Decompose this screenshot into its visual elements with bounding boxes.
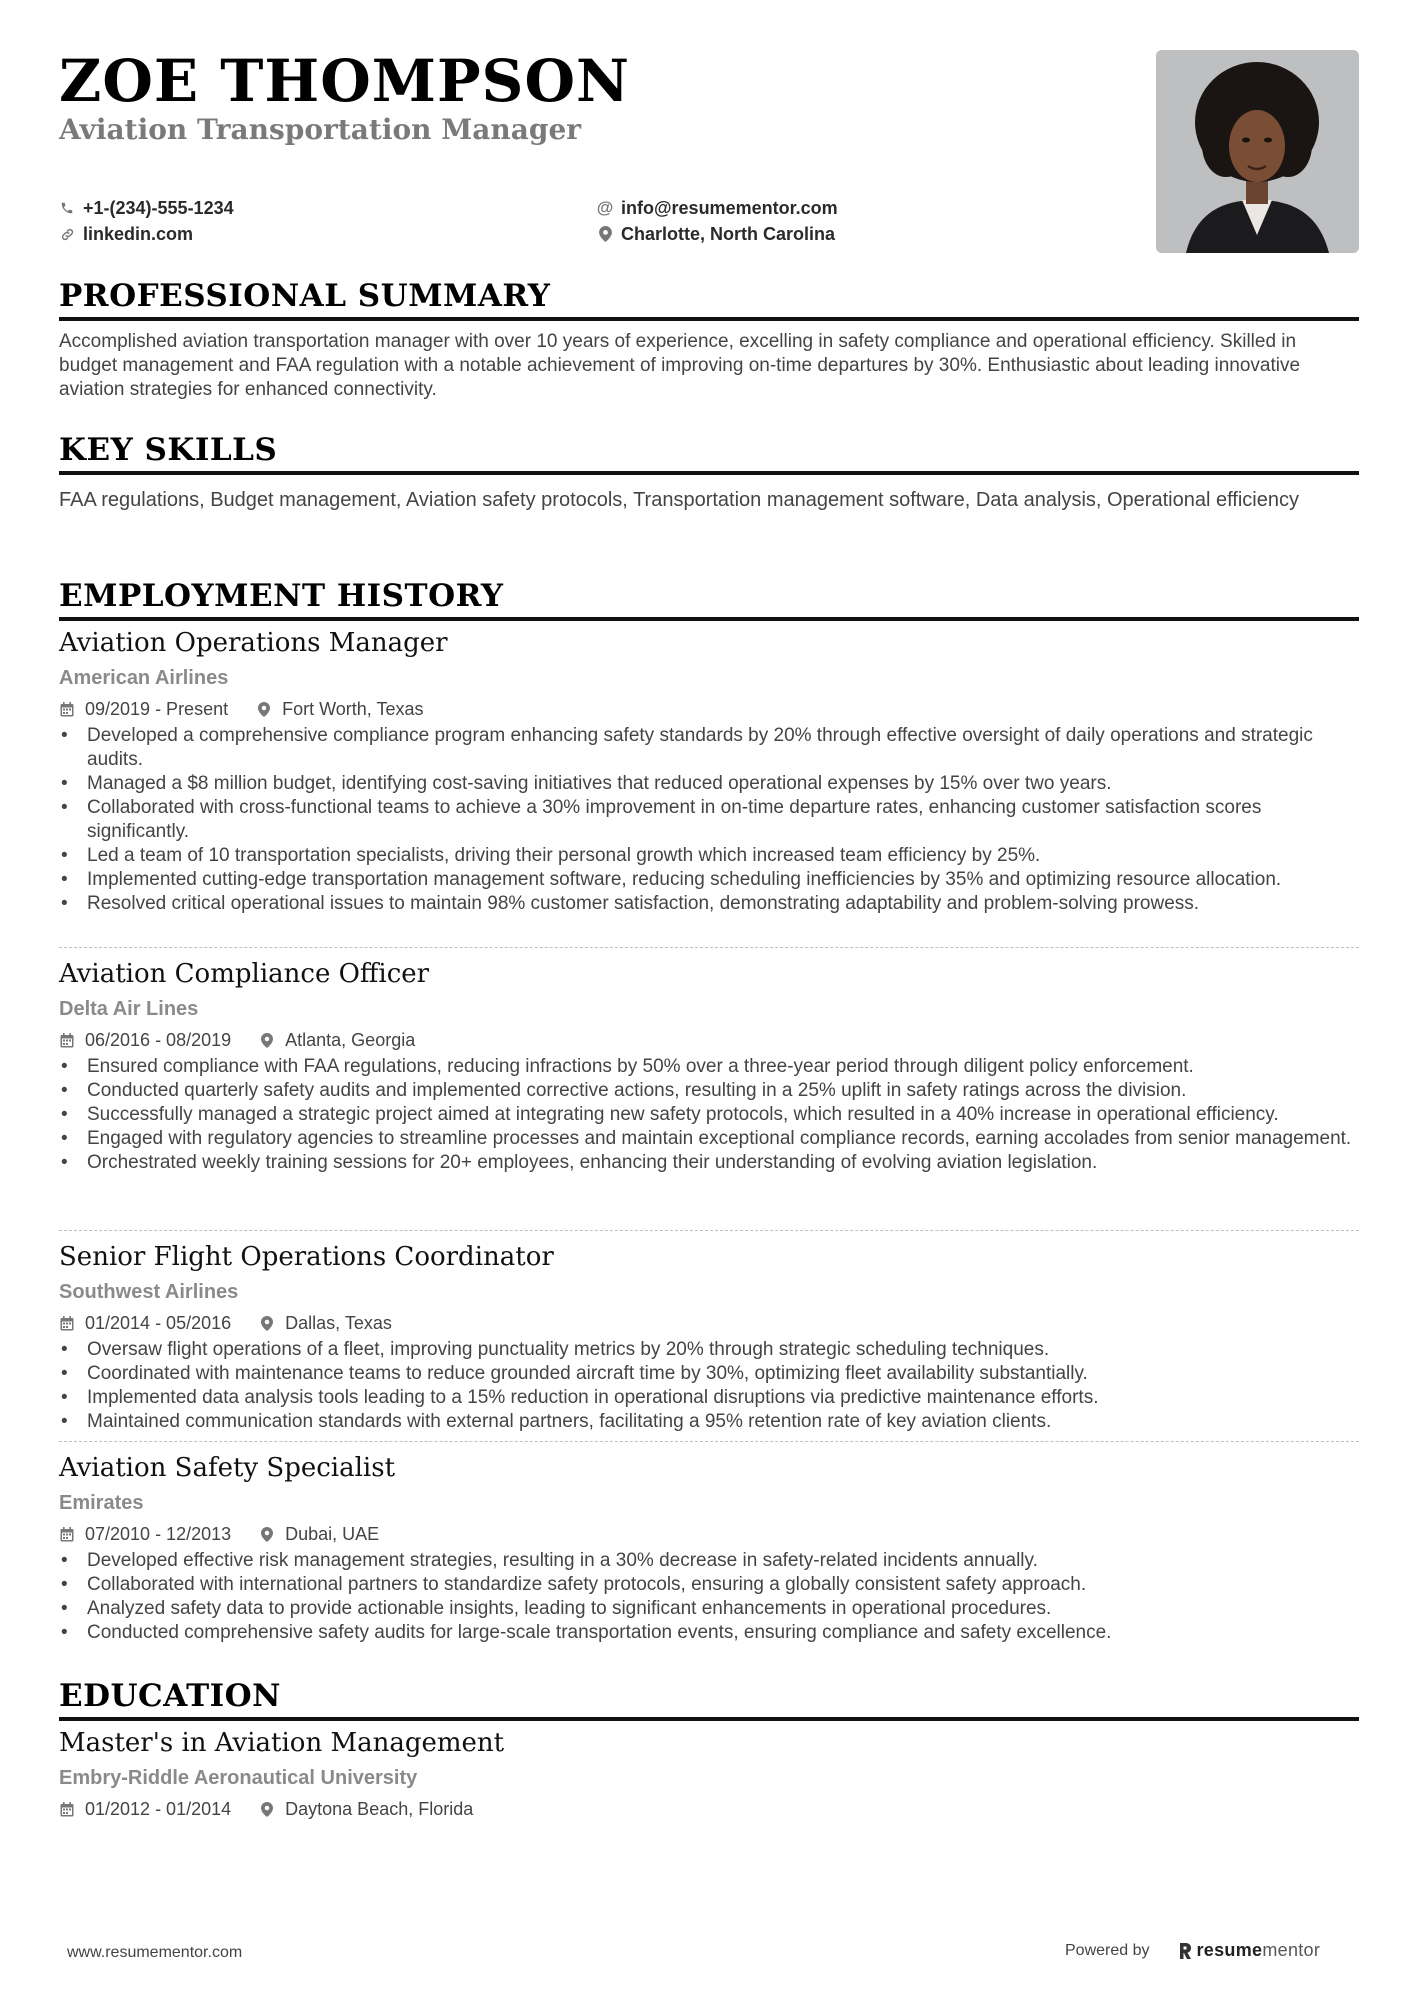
location-text: Charlotte, North Carolina <box>621 223 836 244</box>
resume-page <box>59 0 1359 1995</box>
link-icon <box>59 226 75 242</box>
education-school: Embry-Riddle Aeronautical University <box>59 1767 418 1789</box>
job-bullets <box>59 724 1359 916</box>
map-pin-icon <box>259 1526 275 1542</box>
candidate-name: ZOE THOMPSON <box>59 47 630 115</box>
calendar-icon <box>59 1526 75 1542</box>
brand-logo[interactable] <box>1178 1940 1321 1961</box>
footer-website[interactable]: www.resumementor.com <box>67 1944 243 1961</box>
education-dates: 01/2012 - 01/2014 <box>85 1798 232 1819</box>
job-separator <box>59 1441 1359 1442</box>
list-item: • Maintained communication standards with external partners, facilitating a 95% retention rate of key aviation clients. <box>59 1410 1359 1434</box>
list-item: • Collaborated with international partners to standardize safety protocols, ensuring a globally consistent safety approach. <box>59 1573 1359 1597</box>
resume-header <box>59 48 1359 258</box>
list-item: • Conducted quarterly safety audits and implemented corrective actions, resulting in a 25% uplift in safety ratings across the division. <box>59 1079 1359 1103</box>
list-item: • Ensured compliance with FAA regulations, reducing infractions by 50% over a three-year period through diligent policy enforcement. <box>59 1055 1359 1079</box>
education-meta <box>59 1797 473 1821</box>
skills-heading: KEY SKILLS <box>59 432 278 468</box>
education-location: Daytona Beach, Florida <box>285 1798 474 1819</box>
education-heading: EDUCATION <box>59 1678 281 1714</box>
job-location: Dubai, UAE <box>285 1523 380 1544</box>
list-item: • Managed a $8 million budget, identifying cost-saving initiatives that reduced operational expenses by 15% over two years. <box>59 772 1359 796</box>
list-item: • Developed a comprehensive compliance program enhancing safety standards by 20% through effective oversight of daily operations and strategic audits. <box>59 724 1359 772</box>
job-company: Delta Air Lines <box>59 998 199 1020</box>
list-item: • Coordinated with maintenance teams to reduce grounded aircraft time by 30%, optimizing fleet availability substantially. <box>59 1362 1359 1386</box>
powered-by-label: Powered by <box>1065 1941 1150 1959</box>
list-item: • Resolved critical operational issues to maintain 98% customer satisfaction, demonstrating adaptability and problem-solving prowess. <box>59 892 1359 916</box>
candidate-role: Aviation Transportation Manager <box>59 113 582 146</box>
list-item: • Collaborated with cross-functional teams to achieve a 30% improvement in on-time departure rates, enhancing customer satisfaction scores significantly. <box>59 796 1359 844</box>
job-location: Dallas, Texas <box>285 1312 392 1333</box>
list-item: • Orchestrated weekly training sessions for 20+ employees, enhancing their understanding of evolving aviation legislation. <box>59 1151 1359 1175</box>
calendar-icon <box>59 1801 75 1817</box>
education-degree: Master's in Aviation Management <box>59 1728 505 1758</box>
linkedin-text: linkedin.com <box>83 223 194 244</box>
employment-divider <box>59 617 1359 621</box>
list-item: • Implemented cutting-edge transportation management software, reducing scheduling inefficiencies by 35% and optimizing resource allocation. <box>59 868 1359 892</box>
list-item: • Led a team of 10 transportation specialists, driving their personal growth which increased team efficiency by 25%. <box>59 844 1359 868</box>
job-dates: 06/2016 - 08/2019 <box>85 1029 232 1050</box>
contact-phone <box>59 196 234 220</box>
job-title: Aviation Compliance Officer <box>59 959 430 989</box>
contact-linkedin[interactable] <box>59 222 193 246</box>
map-pin-icon <box>597 226 613 242</box>
job-title: Senior Flight Operations Coordinator <box>59 1242 554 1272</box>
job-meta <box>59 697 424 721</box>
list-item: • Conducted comprehensive safety audits for large-scale transportation events, ensuring compliance and safety excellence. <box>59 1621 1359 1645</box>
education-divider <box>59 1717 1359 1721</box>
brand-name-bold: resume <box>1196 1940 1263 1960</box>
list-item: • Oversaw flight operations of a fleet, improving punctuality metrics by 20% through strategic scheduling techniques. <box>59 1338 1359 1362</box>
list-item: • Implemented data analysis tools leading to a 15% reduction in operational disruptions via predictive maintenance efforts. <box>59 1386 1359 1410</box>
profile-photo <box>1156 50 1359 253</box>
contact-location <box>597 222 835 246</box>
list-item: • Analyzed safety data to provide actionable insights, leading to significant enhancements in operational procedures. <box>59 1597 1359 1621</box>
job-dates: 07/2010 - 12/2013 <box>85 1523 232 1544</box>
phone-icon <box>59 200 75 216</box>
map-pin-icon <box>259 1315 275 1331</box>
job-separator <box>59 947 1359 948</box>
job-title: Aviation Safety Specialist <box>59 1453 396 1483</box>
job-dates: 01/2014 - 05/2016 <box>85 1312 232 1333</box>
calendar-icon <box>59 1315 75 1331</box>
phone-text: +1-(234)-555-1234 <box>83 197 234 218</box>
contact-email[interactable] <box>597 196 838 220</box>
skills-divider <box>59 471 1359 475</box>
list-item: • Engaged with regulatory agencies to streamline processes and maintain exceptional compliance records, earning accolades from senior management. <box>59 1127 1359 1151</box>
map-pin-icon <box>256 701 272 717</box>
list-item: • Successfully managed a strategic project aimed at integrating new safety protocols, which resulted in a 40% increase in operational efficiency. <box>59 1103 1359 1127</box>
skills-text: FAA regulations, Budget management, Aviation safety protocols, Transportation management software, Data analysis, Operational efficiency <box>59 489 1299 511</box>
calendar-icon <box>59 701 75 717</box>
summary-text: Accomplished aviation transportation manager with over 10 years of experience, excelling in safety compliance and operational efficiency. Skilled in budget management and FAA regulation with a notable achievement of improving on-time departures by 30%. Enthusiastic about leading innovative aviation strategies for enhanced connectivity. <box>59 331 1301 400</box>
employment-heading: EMPLOYMENT HISTORY <box>59 578 504 614</box>
job-bullets <box>59 1338 1359 1434</box>
at-icon: @ <box>596 198 614 217</box>
job-bullets <box>59 1549 1359 1645</box>
map-pin-icon <box>259 1032 275 1048</box>
job-dates: 09/2019 - Present <box>85 698 229 719</box>
footer-powered-by <box>1065 1940 1320 1961</box>
job-company: Emirates <box>59 1492 144 1514</box>
map-pin-icon <box>259 1801 275 1817</box>
job-location: Fort Worth, Texas <box>282 698 424 719</box>
calendar-icon <box>59 1032 75 1048</box>
summary-heading: PROFESSIONAL SUMMARY <box>59 278 551 314</box>
list-item: • Developed effective risk management strategies, resulting in a 30% decrease in safety-related incidents annually. <box>59 1549 1359 1573</box>
summary-divider <box>59 317 1359 321</box>
job-meta <box>59 1028 415 1052</box>
job-meta <box>59 1311 392 1335</box>
job-company: Southwest Airlines <box>59 1281 239 1303</box>
job-company: American Airlines <box>59 667 229 689</box>
job-bullets <box>59 1055 1359 1175</box>
email-text: info@resumementor.com <box>621 197 838 218</box>
job-separator <box>59 1230 1359 1231</box>
job-title: Aviation Operations Manager <box>59 628 448 658</box>
brand-mark-icon <box>1178 1942 1192 1960</box>
job-location: Atlanta, Georgia <box>285 1029 416 1050</box>
brand-name-light: mentor <box>1262 1940 1321 1960</box>
job-meta <box>59 1522 379 1546</box>
